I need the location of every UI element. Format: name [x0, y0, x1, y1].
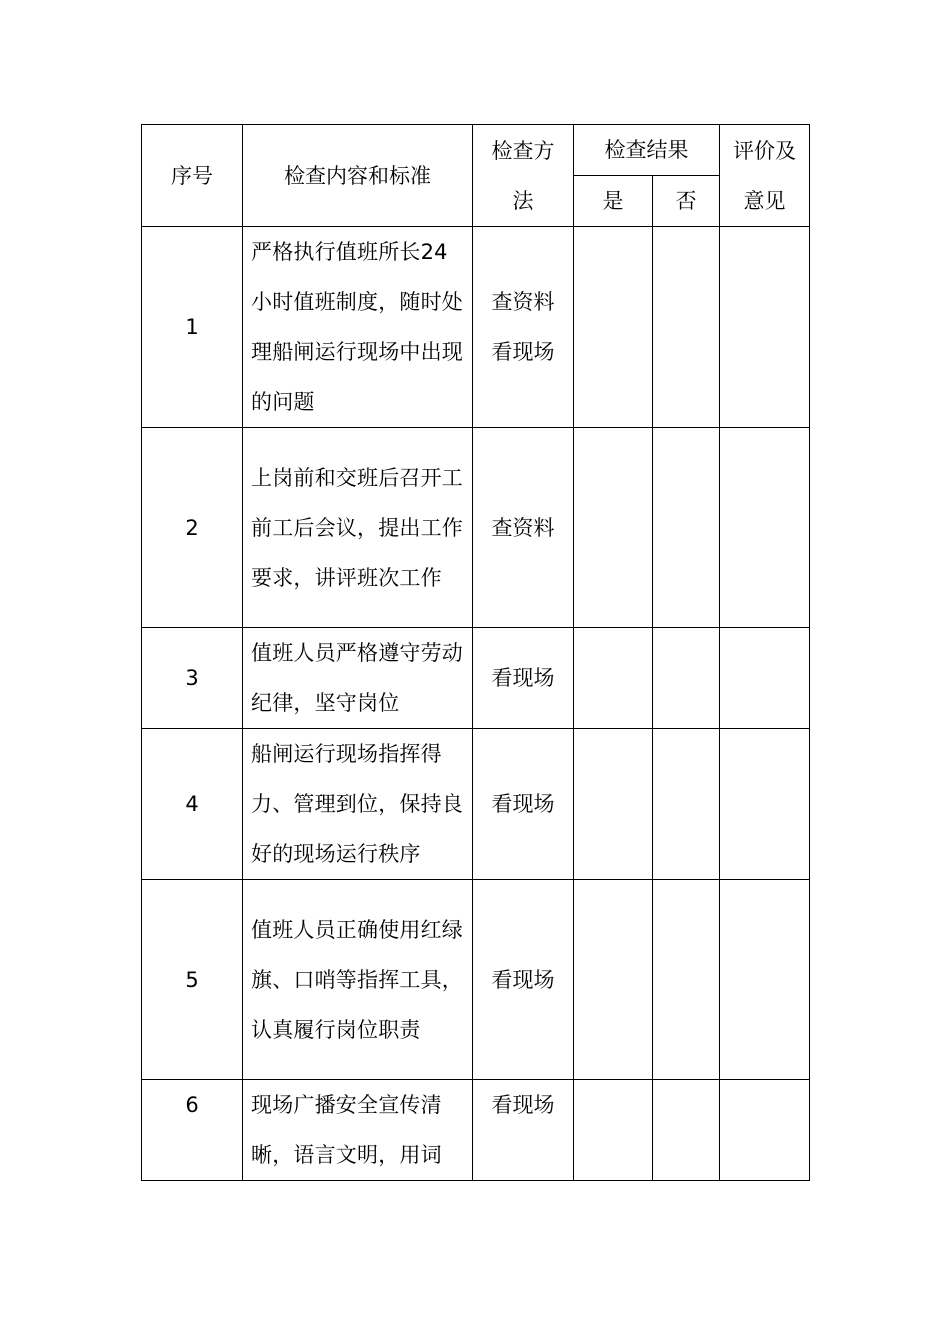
row-method: 看现场: [473, 1080, 574, 1181]
row-content: 上岗前和交班后召开工前工后会议，提出工作要求，讲评班次工作: [243, 428, 473, 628]
result-no-cell[interactable]: [653, 227, 720, 428]
result-yes-cell[interactable]: [574, 428, 653, 628]
row-method: 查资料: [473, 428, 574, 628]
row-seq: 4: [142, 729, 243, 880]
evaluation-cell[interactable]: [720, 227, 810, 428]
row-seq: 5: [142, 880, 243, 1080]
evaluation-cell[interactable]: [720, 1080, 810, 1181]
header-evaluation: 评价及意见: [720, 125, 810, 227]
result-no-cell[interactable]: [653, 1080, 720, 1181]
row-seq: 2: [142, 428, 243, 628]
row-method: 查资料看现场: [473, 227, 574, 428]
evaluation-cell[interactable]: [720, 628, 810, 729]
row-content: 船闸运行现场指挥得力、管理到位，保持良好的现场运行秩序: [243, 729, 473, 880]
row-seq: 1: [142, 227, 243, 428]
evaluation-cell[interactable]: [720, 729, 810, 880]
result-yes-cell[interactable]: [574, 628, 653, 729]
table-row: [142, 1080, 810, 1181]
result-no-cell[interactable]: [653, 428, 720, 628]
row-content: 值班人员严格遵守劳动纪律，坚守岗位: [243, 628, 473, 729]
header-content: 检查内容和标准: [243, 125, 473, 227]
row-method: 看现场: [473, 880, 574, 1080]
result-no-cell[interactable]: [653, 880, 720, 1080]
result-yes-cell[interactable]: [574, 227, 653, 428]
header-method: 检查方法: [473, 125, 574, 227]
row-content: 严格执行值班所长24小时值班制度，随时处理船闸运行现场中出现的问题: [243, 227, 473, 428]
row-content: 值班人员正确使用红绿旗、口哨等指挥工具，认真履行岗位职责: [243, 880, 473, 1080]
evaluation-cell[interactable]: [720, 880, 810, 1080]
row-seq: 6: [142, 1080, 243, 1181]
table-row: [142, 880, 810, 1080]
row-method: 看现场: [473, 628, 574, 729]
header-seq: 序号: [142, 125, 243, 227]
row-method: 看现场: [473, 729, 574, 880]
row-seq: 3: [142, 628, 243, 729]
evaluation-cell[interactable]: [720, 428, 810, 628]
header-no: 否: [653, 176, 720, 227]
table-row: [142, 227, 810, 428]
result-yes-cell[interactable]: [574, 880, 653, 1080]
result-no-cell[interactable]: [653, 628, 720, 729]
result-no-cell[interactable]: [653, 729, 720, 880]
row-content: 现场广播安全宣传清晰，语言文明，用词: [243, 1080, 473, 1181]
header-yes: 是: [574, 176, 653, 227]
result-yes-cell[interactable]: [574, 1080, 653, 1181]
table-row: [142, 729, 810, 880]
inspection-table: [141, 124, 810, 1181]
table-row: [142, 628, 810, 729]
header-result: 检查结果: [574, 125, 720, 176]
result-yes-cell[interactable]: [574, 729, 653, 880]
table-row: [142, 428, 810, 628]
